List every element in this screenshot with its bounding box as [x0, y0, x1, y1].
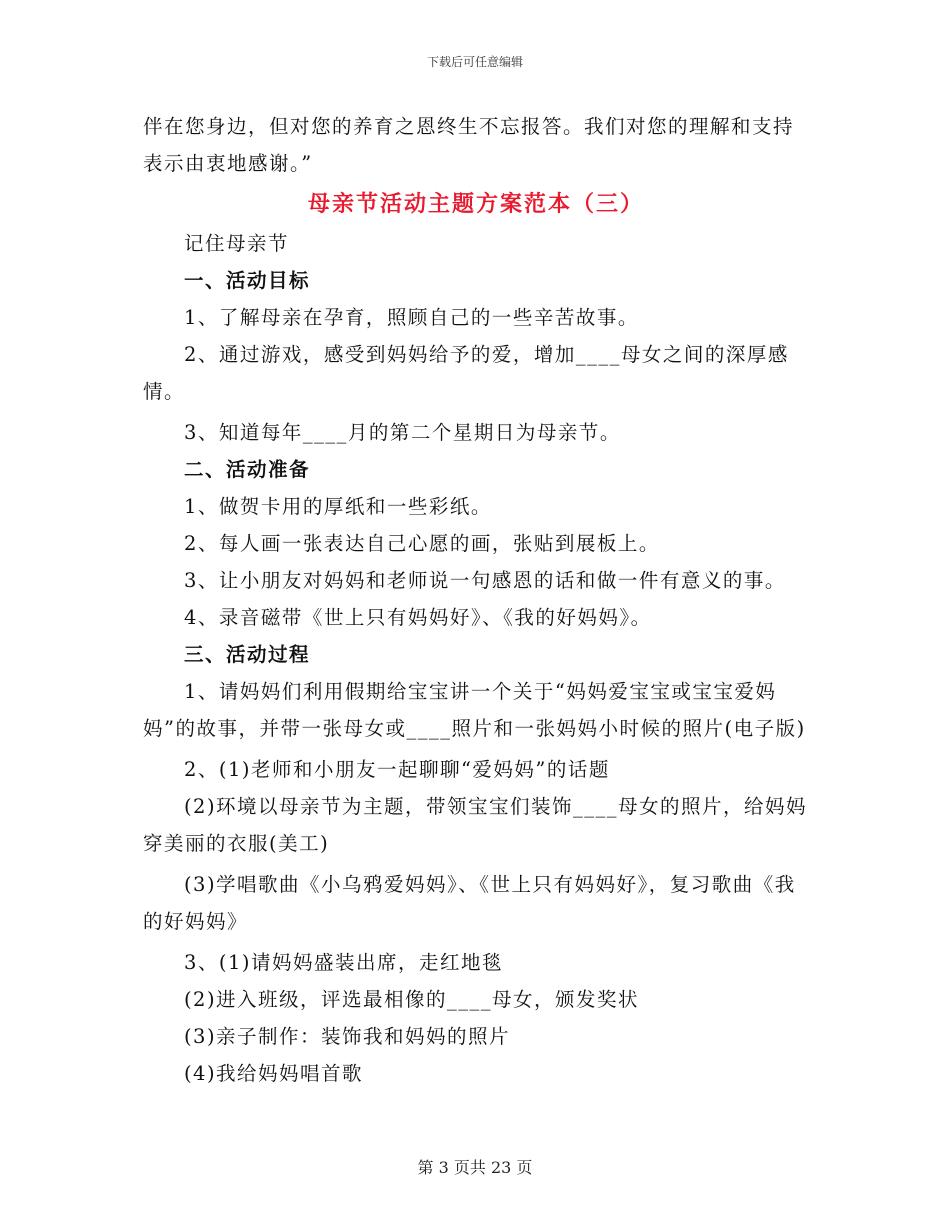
- list-item: 2、(1)老师和小朋友一起聊聊“爱妈妈”的话题: [183, 758, 610, 781]
- page-footer: 第 3 页共 23 页: [417, 1158, 533, 1177]
- list-item: (3)亲子制作：装饰我和妈妈的照片: [183, 1025, 511, 1048]
- list-item: 2、通过游戏，感受到妈妈给予的爱，增加____母女之间的深厚感情。: [143, 343, 789, 403]
- list-item: 1、了解母亲在孕育，照顾自己的一些辛苦故事。: [183, 306, 639, 329]
- list-item: (4)我给妈妈唱首歌: [183, 1062, 364, 1085]
- list-item: (2)进入班级，评选最相像的____母女，颁发奖状: [183, 988, 640, 1011]
- section-heading-goals: 一、活动目标: [183, 269, 310, 292]
- document-title: 母亲节活动主题方案范本（三）: [307, 191, 644, 217]
- list-item: 3、让小朋友对妈妈和老师说一句感恩的话和做一件有意义的事。: [183, 569, 786, 592]
- list-item: 1、请妈妈们利用假期给宝宝讲一个关于“妈妈爱宝宝或宝宝爱妈妈”的故事，并带一张母女或____照片和一张妈妈小时候的照片(电子版): [143, 680, 806, 740]
- list-item: (2)环境以母亲节为主题，带领宝宝们装饰____母女的照片，给妈妈穿美丽的衣服(美工): [143, 795, 808, 855]
- section-heading-preparation: 二、活动准备: [183, 458, 310, 481]
- page-header: 下载后可任意编辑: [426, 55, 523, 69]
- continuation-paragraph: 伴在您身边，但对您的养育之恩终生不忘报答。我们对您的理解和支持表示由衷地感谢。”: [143, 115, 795, 175]
- document-subtitle: 记住母亲节: [183, 232, 289, 255]
- list-item: 4、录音磁带《世上只有妈妈好》、《我的好妈妈》。: [183, 606, 652, 629]
- list-item: 3、知道每年____月的第二个星期日为母亲节。: [183, 421, 621, 444]
- list-item: (3)学唱歌曲《小乌鸦爱妈妈》、《世上只有妈妈好》，复习歌曲《我的好妈妈》: [143, 873, 796, 933]
- list-item: 1、做贺卡用的厚纸和一些彩纸。: [183, 495, 492, 518]
- document-body: [143, 108, 809, 1092]
- section-heading-process: 三、活动过程: [183, 643, 310, 666]
- list-item: 2、每人画一张表达自己心愿的画，张贴到展板上。: [183, 532, 660, 555]
- list-item: 3、(1)请妈妈盛装出席，走红地毯: [183, 951, 503, 974]
